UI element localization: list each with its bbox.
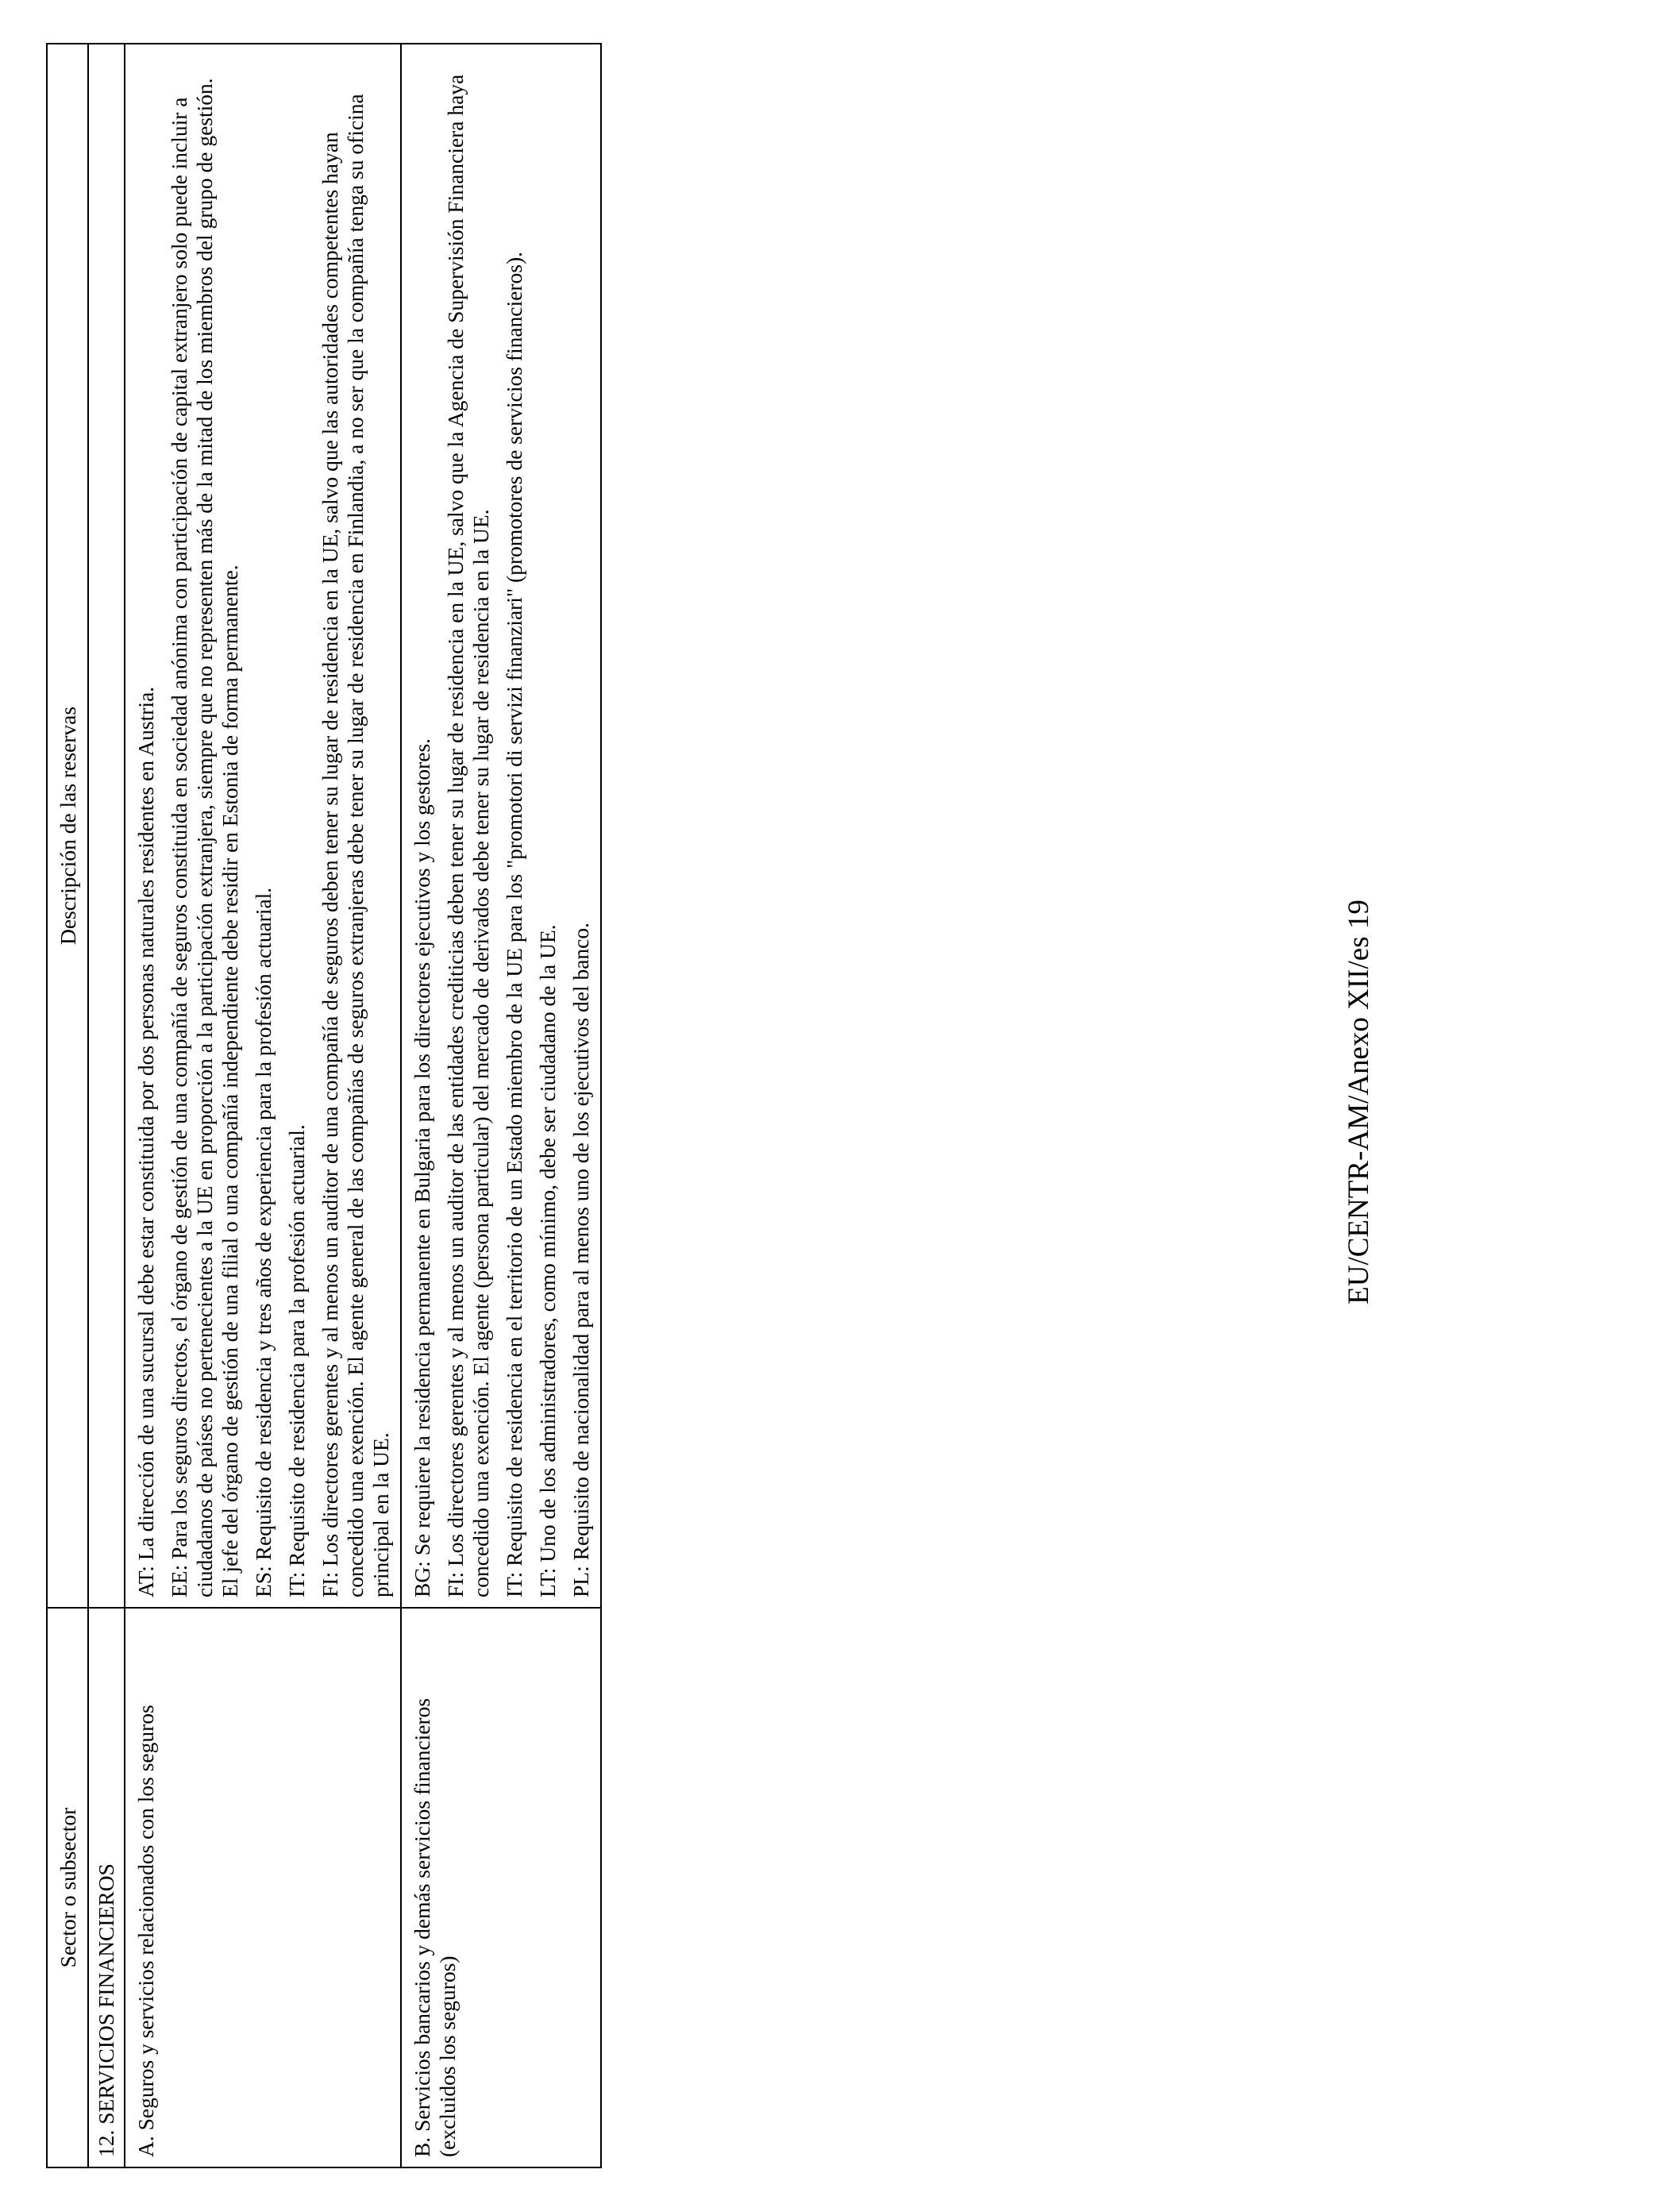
reservation-entry: ES: Requisito de residencia y tres años de experiencia para la profesión actuarial. — [251, 887, 276, 1597]
reservation-entry: PL: Requisito de nacionalidad para al menos uno de los ejecutivos del banco. — [568, 923, 593, 1597]
reservation-entry: FI: Los directores gerentes y al menos un auditor de una compañía de seguros deben tener su lugar de residencia en la UE, salvo que las autoridades competentes hayan concedido una exención. El agente general de las compañías de seguros extranjeras debe tener su lugar de residencia en Finlandia, a no ser que la compañía tenga su oficina principal en la UE. — [318, 94, 393, 1597]
page-reference: EU/CENTR-AM/Anexo XII/es 19 — [1343, 900, 1375, 1304]
section-empty-cell — [88, 44, 125, 1608]
header-description: Descripción de las reservas — [47, 44, 88, 1608]
reservation-entry: LT: Uno de los administradores, como mínimo, debe ser ciudadano de la UE. — [535, 924, 560, 1597]
table-row — [125, 44, 401, 2167]
reservation-entry: IT: Requisito de residencia en el territorio de un Estado miembro de la UE para los "promotori di servizi finanziari" (promotores de servicios financieros). — [502, 252, 526, 1597]
reservation-entry: BG: Se requiere la residencia permanente en Bulgaria para los directores ejecutivos y los gestores. — [410, 738, 434, 1597]
reservation-entry: EE: Para los seguros directos, el órgano de gestión de una compañía de seguros constituida en sociedad anónima con participación de capital extranjero solo puede incluir a ciudadanos de países no pertenecientes a la UE en proporción a la participación extranjera, siempre que no representen más de la mitad de los miembros del grupo de gestión. El jefe del órgano de gestión de una filial o una compañía independiente debe residir en Estonia de forma permanente. — [167, 78, 242, 1597]
header-sector: Sector o subsector — [47, 1608, 88, 2167]
description-cell — [125, 44, 401, 1608]
sector-cell: A. Seguros y servicios relacionados con los seguros — [125, 1608, 401, 2167]
reservation-entry: IT: Requisito de residencia para la profesión actuarial. — [284, 1124, 309, 1597]
description-cell — [401, 44, 601, 1608]
reservation-entry: FI: Los directores gerentes y al menos un auditor de las entidades crediticias deben tener su lugar de residencia en la UE, salvo que la Agencia de Supervisión Financiera haya concedido una exención. El agente (persona particular) del mercado de derivados debe tener su lugar de residencia en la UE. — [443, 74, 493, 1597]
reservations-table — [46, 43, 602, 2168]
sector-cell: B. Servicios bancarios y demás servicios financieros (excluidos los seguros) — [401, 1608, 601, 2167]
table-header-row — [47, 44, 88, 2167]
reservation-entry: AT: La dirección de una sucursal debe estar constituida por dos personas naturales residentes en Austria. — [133, 686, 158, 1597]
section-title: 12. SERVICIOS FINANCIEROS — [88, 1608, 125, 2167]
table-row — [401, 44, 601, 2167]
section-row — [88, 44, 125, 2167]
